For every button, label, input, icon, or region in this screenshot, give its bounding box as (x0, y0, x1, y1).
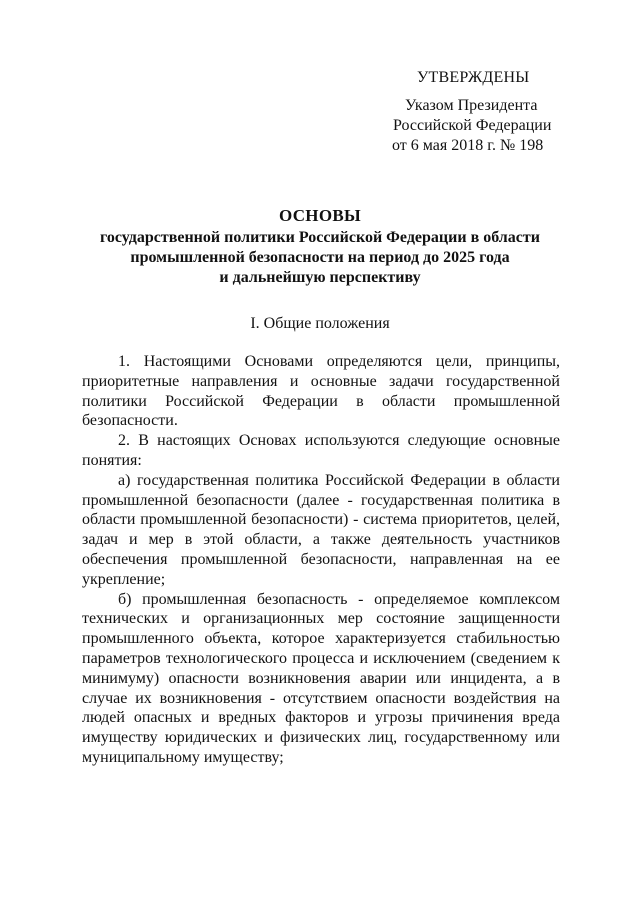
title-line-2: промышленной безопасности на период до 2025 года (130, 249, 510, 266)
paragraph-2b: б) промышленная безопасность - определяемое комплексом технических и организационных мер состояние защищенности промышленного объекта, которое характеризуется стабильностью параметров технологического процесса и исключением (сведением к минимуму) опасности возникновения аварии или инцидента, а в случае их возникновения - отсутствием опасности воздействия на людей опасных и вредных факторов и угрозы причинения вреда имуществу юридических и физических лиц, государственному или муниципальному имуществу; (82, 590, 560, 766)
title-main: ОСНОВЫ (279, 206, 361, 225)
approval-line-2: Российской Федерации (393, 117, 552, 134)
approval-line-1: Указом Президента (405, 97, 538, 114)
title-line-3: и дальнейшую перспективу (219, 269, 421, 286)
approval-heading: УТВЕРЖДЕНЫ (417, 69, 530, 86)
document-title (80, 206, 560, 288)
section-heading: I. Общие положения (250, 315, 390, 332)
paragraph-1: 1. Настоящими Основами определяются цели, принципы, приоритетные направления и основные задачи государственной политики Российской Федерации в области промышленной безопасности. (82, 353, 560, 430)
title-line-1: государственной политики Российской Федерации в области (100, 229, 540, 246)
paragraph-2a: а) государственная политика Российской Федерации в области промышленной безопасности (далее - государственная политика в области промышленной безопасности) - система приоритетов, целей, задач и мер в этой области, а также деятельность участников обеспечения промышленной безопасности, направленная на ее укрепление; (82, 471, 560, 588)
approval-line-3: от 6 мая 2018 г. № 198 (392, 137, 544, 154)
document-body (82, 352, 560, 768)
paragraph-2: 2. В настоящих Основах используются следующие основные понятия: (82, 432, 560, 469)
